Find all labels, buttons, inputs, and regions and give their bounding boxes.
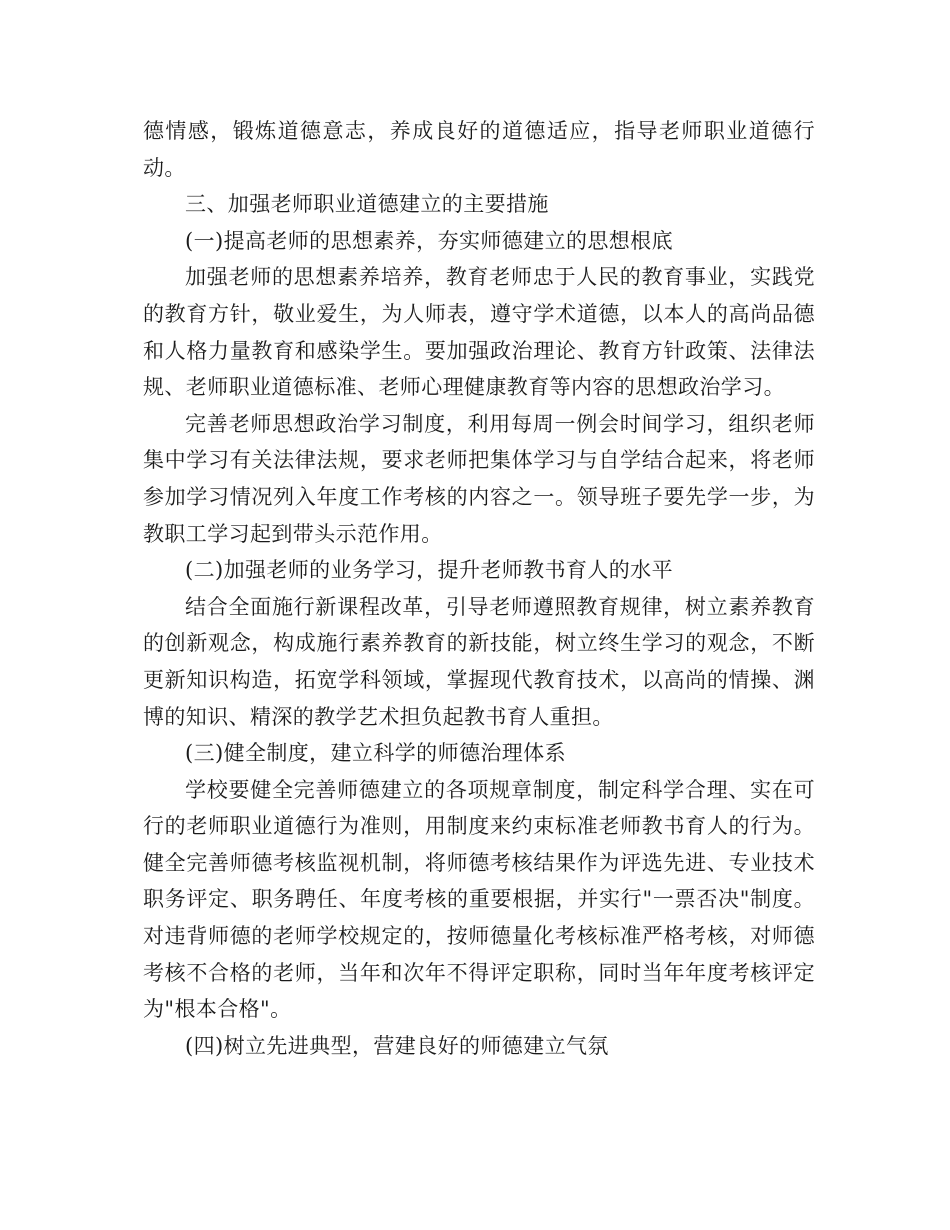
subsection-heading-1: (一)提高老师的思想素养，夯实师德建立的思想根底 <box>185 228 673 253</box>
paragraph-continuation: 德情感，锻炼道德意志，养成良好的道德适应，指导老师职业道德行动。 <box>143 119 815 180</box>
subsection-heading-2: (二)加强老师的业务学习，提升老师教书育人的水平 <box>185 558 673 583</box>
body-paragraph: 完善老师思想政治学习制度，利用每周一例会时间学习，组织老师集中学习有关法律法规，要求老师把集体学习与自学结合起来，将老师参加学习情况列入年度工作考核的内容之一。领导班子要先学一步，为教职工学习起到带头示范作用。 <box>143 411 815 546</box>
body-paragraph: 加强老师的思想素养培养，教育老师忠于人民的教育事业，实践党的教育方针，敬业爱生，为人师表，遵守学术道德，以本人的高尚品德和人格力量教育和感染学生。要加强政治理论、教育方针政策、法律法规、老师职业道德标准、老师心理健康教育等内容的思想政治学习。 <box>143 265 815 400</box>
document-page <box>143 113 815 1064</box>
section-heading: 三、加强老师职业道德建立的主要措施 <box>185 192 549 217</box>
body-paragraph: 结合全面施行新课程改革，引导老师遵照教育规律，树立素养教育的创新观念，构成施行素养教育的新技能，树立终生学习的观念，不断更新知识构造，拓宽学科领域，掌握现代教育技术，以高尚的情操、渊博的知识、精深的教学艺术担负起教书育人重担。 <box>143 594 815 729</box>
body-paragraph: 学校要健全完善师德建立的各项规章制度，制定科学合理、实在可行的老师职业道德行为准则，用制度来约束标准老师教书育人的行为。健全完善师德考核监视机制，将师德考核结果作为评选先进、专业技术职务评定、职务聘任、年度考核的重要根据，并实行"一票否决"制度。对违背师德的老师学校规定的，按师德量化考核标准严格考核，对师德考核不合格的老师，当年和次年不得评定职称，同时当年年度考核评定为"根本合格"。 <box>143 777 815 1022</box>
subsection-heading-3: (三)健全制度，建立科学的师德治理体系 <box>185 741 566 766</box>
subsection-heading-4: (四)树立先进典型，营建良好的师德建立气氛 <box>185 1033 609 1058</box>
